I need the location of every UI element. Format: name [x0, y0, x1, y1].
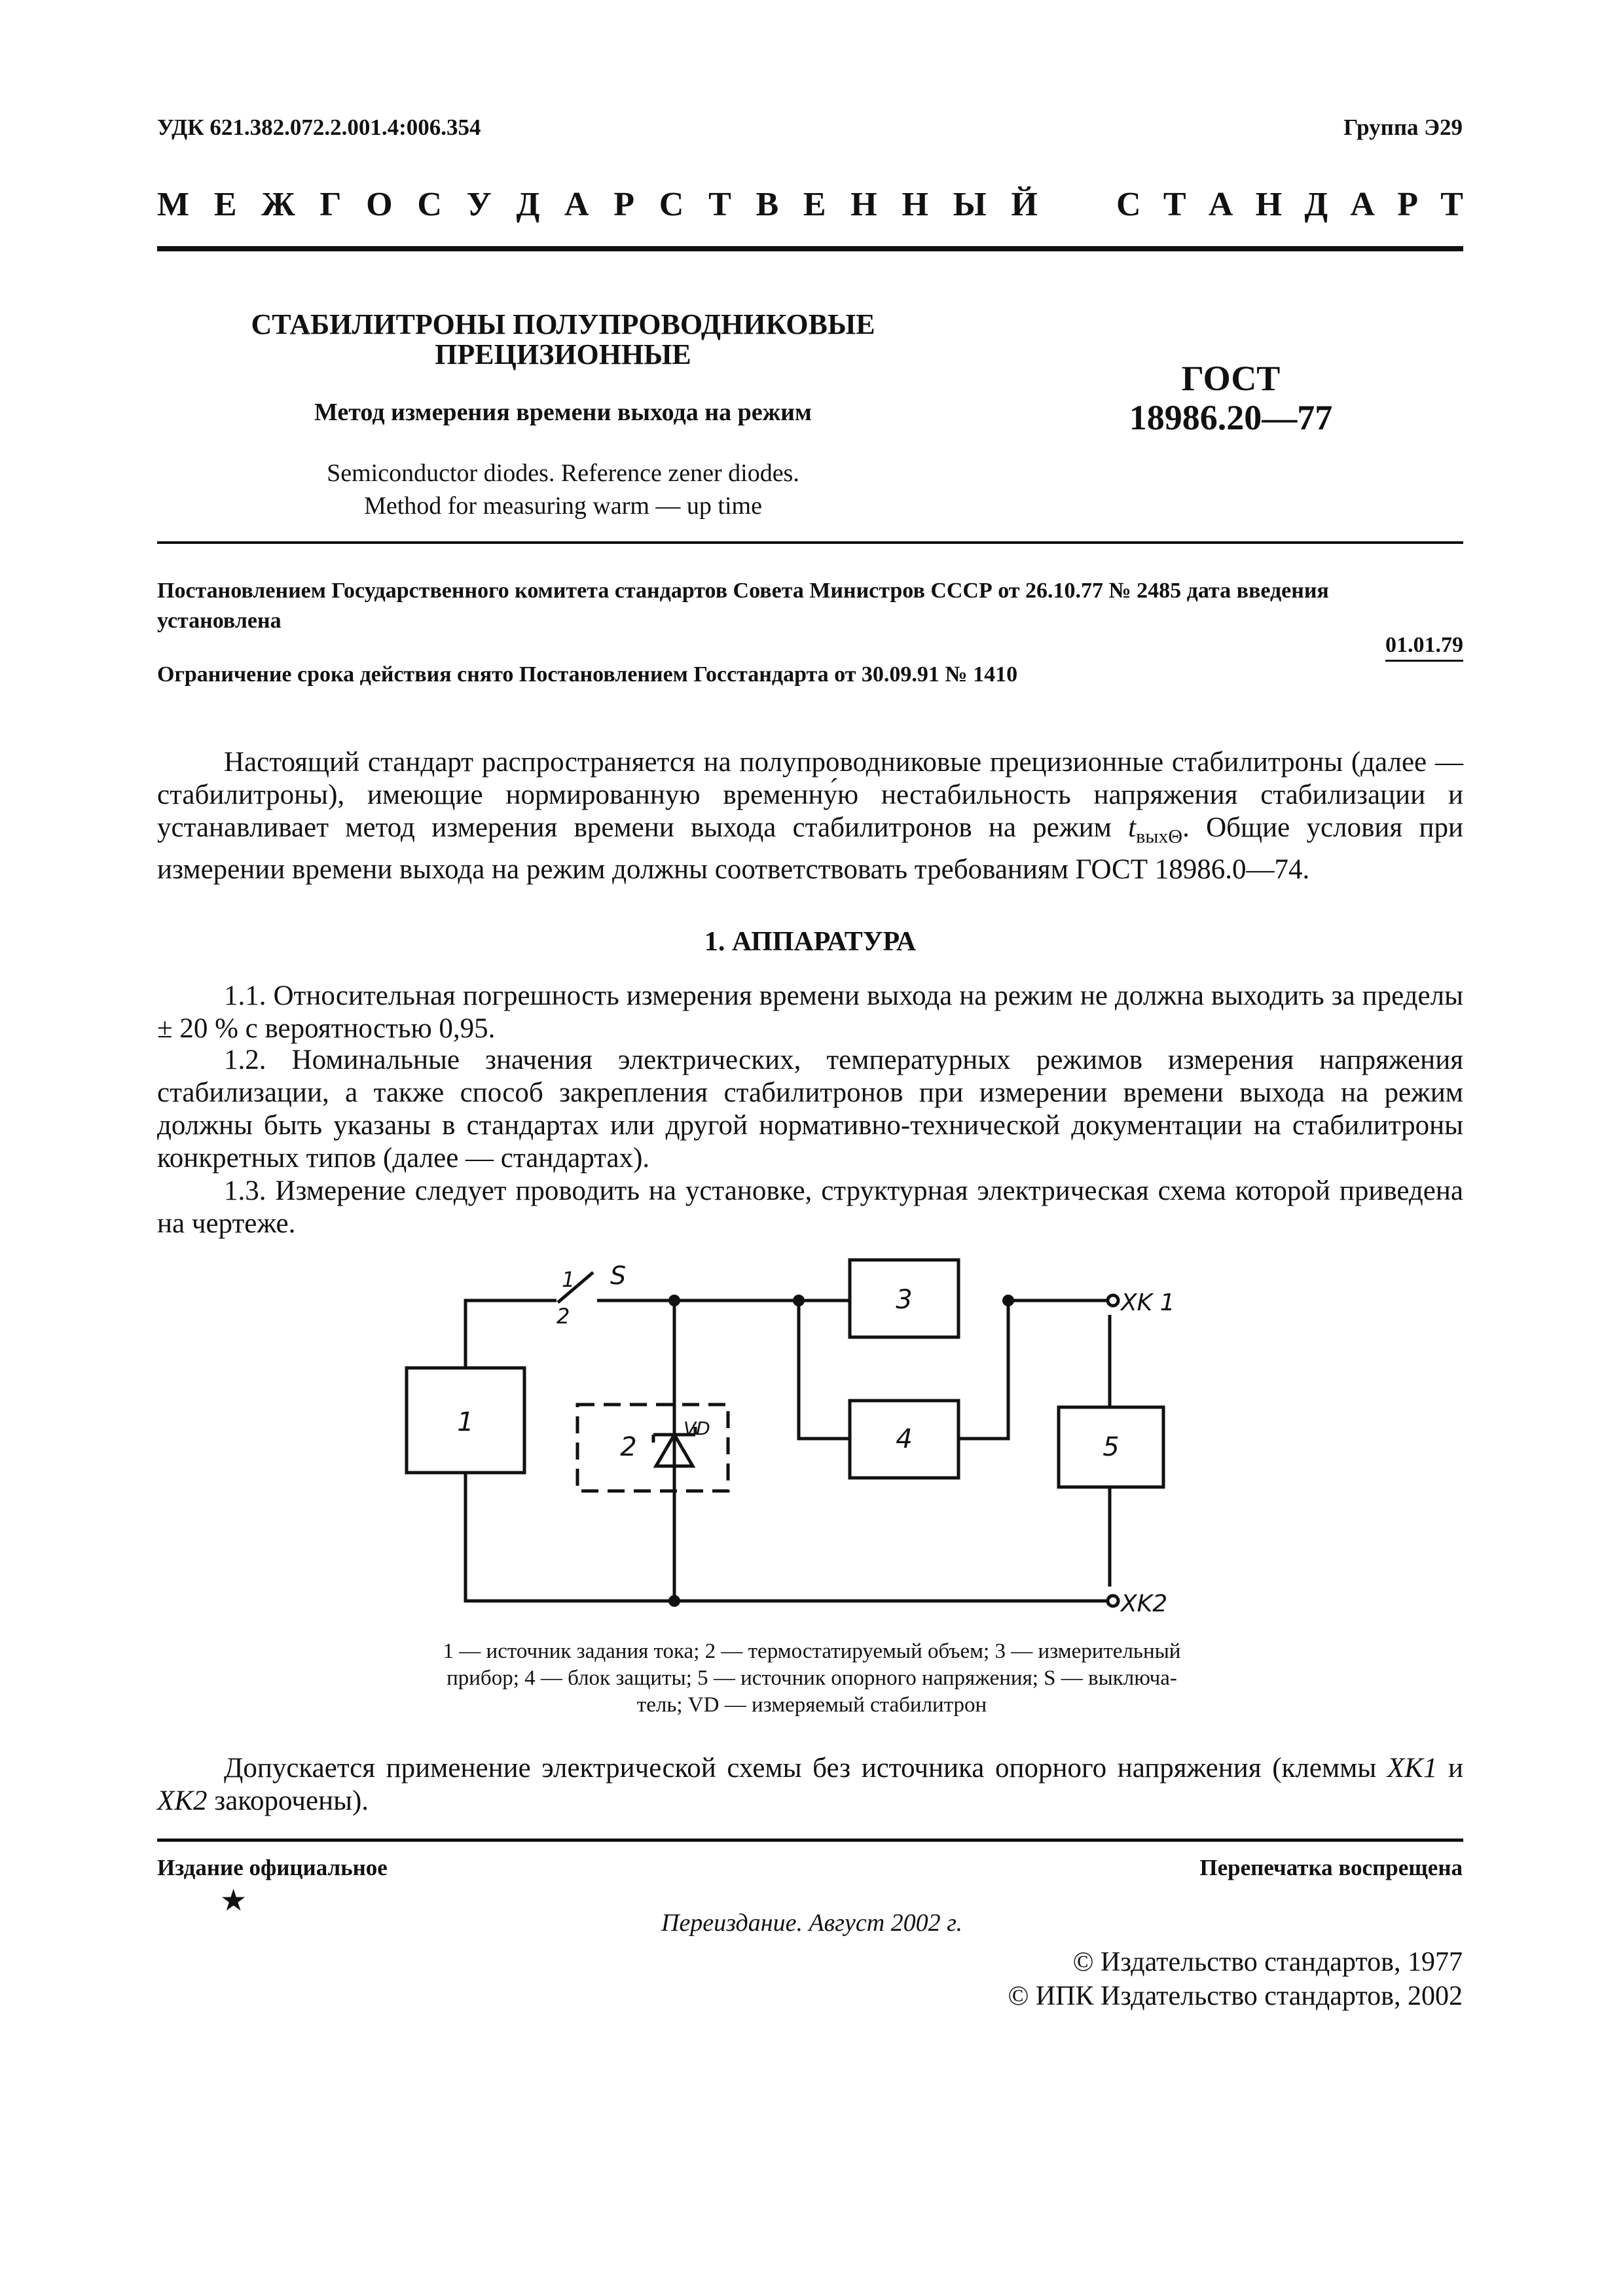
banner-letter: Т	[1440, 186, 1463, 223]
banner-letter: Р	[613, 186, 635, 223]
banner-letter: Й	[1011, 186, 1038, 223]
paragraph-1-2: 1.2. Номинальные значения электрических, температурных режимов измерения напряжения стабилизации, а также способ закрепления стабилитронов при измерении времени выхода на режим должны быть указаны в стандартах или другой нормативно-технической документации на стабилитроны конкретных типов (далее — стандартах).	[157, 1045, 1463, 1174]
junction-dot	[1002, 1295, 1014, 1306]
banner-letter: Е	[213, 186, 237, 223]
title-line-2: ПРЕЦИЗИОННЫЕ	[435, 338, 691, 370]
banner-letter: Н	[850, 186, 877, 223]
english-title-line-2: Method for measuring warm — up time	[364, 492, 762, 520]
copyright-2002: © ИПК Издательство стандартов, 2002	[1008, 1981, 1463, 2011]
restriction-note: Ограничение срока действия снято Постановлением Госстандарта от 30.09.91 № 1410	[157, 662, 1018, 687]
title-line-1: СТАБИЛИТРОНЫ ПОЛУПРОВОДНИКОВЫЕ	[251, 308, 875, 340]
junction-dot	[668, 1595, 680, 1607]
banner-letter: А	[1208, 186, 1233, 223]
caption-line-3: тель; VD — измеряемый стабилитрон	[636, 1693, 987, 1717]
note-xk1: XK1	[1387, 1753, 1438, 1784]
decree-line-2: установлена	[157, 609, 282, 633]
paragraph-1-1: 1.1. Относительная погрешность измерения времени выхода на режим не должна выходить за пределы ± 20 % с вероятностью 0,95.	[157, 980, 1463, 1044]
reprint-prohibited: Перепечатка воспрещена	[1199, 1855, 1463, 1880]
caption-line-1: 1 — источник задания тока; 2 — термостатируемый объем; 3 — измерительный	[443, 1640, 1181, 1663]
banner-letter: Д	[516, 186, 540, 223]
copyright-1977: © Издательство стандартов, 1977	[1072, 1947, 1463, 1977]
shorted-terminals-note	[157, 1752, 1463, 1818]
switch-position-2: 2	[556, 1304, 570, 1329]
reissue-note: Переиздание. Август 2002 г.	[661, 1909, 962, 1937]
banner-letter: Т	[1163, 186, 1186, 223]
wire-top-left	[465, 1300, 556, 1319]
section-heading: 1. АППАРАТУРА	[704, 927, 917, 957]
banner-letter: Ы	[953, 186, 987, 223]
intro-text-part-2: . Общие условия при измерении времени выхода на режим должны соответствовать требованиям ГОСТ 18986.0—74.	[157, 812, 1463, 885]
banner-letter: А	[564, 186, 589, 223]
terminal-xk1	[1108, 1295, 1118, 1306]
block-3-label: 3	[896, 1285, 913, 1315]
junction-dot	[793, 1295, 805, 1306]
warmup-time-symbol: t	[1128, 812, 1137, 843]
block-1-label: 1	[457, 1407, 474, 1437]
banner-letter: Н	[902, 186, 928, 223]
banner-letter: О	[366, 186, 393, 223]
terminal-xk2-label: XK2	[1121, 1590, 1168, 1617]
banner-letter: А	[1350, 186, 1375, 223]
group-code: Группа Э29	[1343, 115, 1463, 140]
gost-label: ГОСТ	[1181, 359, 1281, 398]
switch-label: S	[610, 1261, 627, 1290]
wire-bottom	[465, 1473, 1110, 1601]
banner-letter: У	[466, 186, 492, 223]
udk-code: УДК 621.382.072.2.001.4:006.354	[157, 115, 481, 140]
note-text-and: и	[1437, 1753, 1463, 1784]
note-text-end: закорочены).	[207, 1785, 369, 1816]
banner-letter: С	[659, 186, 684, 223]
terminal-xk2	[1108, 1596, 1118, 1606]
copyright-block	[808, 1945, 1463, 2013]
banner-letter: Ж	[261, 186, 295, 223]
english-title-line-1: Semiconductor diodes. Reference zener diodes.	[327, 459, 799, 487]
decree-line-1: Постановлением Государственного комитета стандартов Совета Министров СССР от 26.10.77 № 2485 дата введения	[157, 579, 1329, 603]
banner-letter: Г	[319, 186, 342, 223]
banner-letter: Д	[1304, 186, 1328, 223]
banner-letter: Т	[708, 186, 731, 223]
block-4-label: 4	[896, 1424, 913, 1454]
banner-letter: В	[756, 186, 779, 223]
terminal-xk1-label: XK 1	[1121, 1289, 1175, 1316]
warmup-time-subscript: выхΘ	[1136, 825, 1183, 848]
banner-letter: Н	[1255, 186, 1283, 223]
diode-label: VD	[684, 1418, 710, 1439]
junction-dot	[668, 1295, 680, 1306]
figure-caption	[354, 1638, 1270, 1719]
wire-block4-right	[958, 1300, 1008, 1439]
document-subtitle: Метод измерения времени выхода на режим	[314, 399, 812, 426]
switch-position-1: 1	[562, 1267, 575, 1292]
note-text-a: Допускается применение электрической схемы без источника опорного напряжения (клеммы	[224, 1753, 1387, 1784]
intro-text-part-1: Настоящий стандарт распространяется на полупроводниковые прецизионные стабилитроны (далее — стабилитроны), имеющие нормированную временну́ю нестабильность напряжения стабилизации и устанавливает метод измерения времени выхода стабилитронов на режим	[157, 747, 1463, 843]
wire-block4-left	[799, 1300, 850, 1439]
banner-letter: Е	[803, 186, 826, 223]
banner-letter: М	[157, 186, 190, 223]
block-2-label: 2	[620, 1432, 637, 1462]
block-5-label: 5	[1103, 1432, 1120, 1462]
caption-line-2: прибор; 4 — блок защиты; 5 — источник опорного напряжения; S — выключа-	[447, 1666, 1177, 1690]
paragraph-1-3: 1.3. Измерение следует проводить на установке, структурная электрическая схема которой приведена на чертеже.	[157, 1175, 1463, 1239]
introduction-date: 01.01.79	[1385, 631, 1463, 662]
note-xk2: XK2	[157, 1785, 208, 1816]
footer-rule	[157, 1839, 1463, 1842]
banner-letter: С	[1116, 186, 1141, 223]
banner-letter: Р	[1397, 186, 1418, 223]
official-edition: Издание официальное	[157, 1855, 388, 1880]
banner-letter: С	[417, 186, 442, 223]
star-icon: ★	[220, 1884, 247, 1917]
gost-number: 18986.20—77	[1129, 398, 1333, 437]
